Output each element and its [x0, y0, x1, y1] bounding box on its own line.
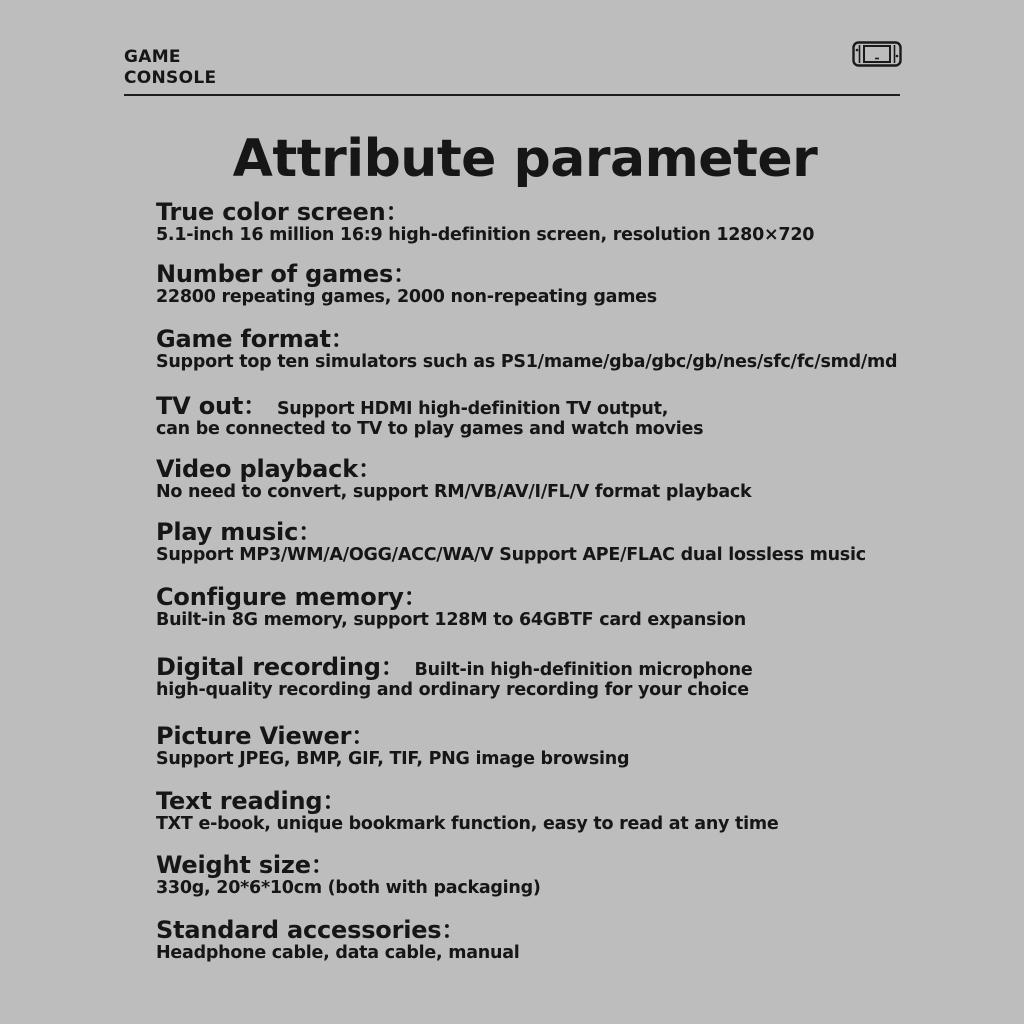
spec-standard-accessories: [156, 918, 946, 964]
spec-label: Standard accessories：: [156, 916, 466, 944]
brand-line-game: GAME: [124, 47, 181, 67]
spec-label: Configure memory：: [156, 583, 428, 611]
page-title: Attribute parameter: [232, 129, 818, 189]
spec-value: Support MP3/WM/A/OGG/ACC/WA/V Support APE/FLAC dual lossless music: [156, 545, 866, 565]
spec-label: True color screen：: [156, 198, 410, 226]
spec-value: Support JPEG, BMP, GIF, TIF, PNG image browsing: [156, 749, 630, 769]
spec-value: 22800 repeating games, 2000 non-repeating games: [156, 287, 657, 307]
spec-value: Built-in high-definition microphone: [414, 660, 753, 680]
spec-value-continued: high-quality recording and ordinary recording for your choice: [156, 680, 749, 700]
spec-label: Number of games：: [156, 260, 417, 288]
spec-value: 330g, 20*6*10cm (both with packaging): [156, 878, 541, 898]
spec-tv-out: [156, 394, 946, 440]
spec-true-color-screen: [156, 200, 946, 246]
spec-label: Picture Viewer：: [156, 722, 376, 750]
spec-video-playback: [156, 457, 946, 503]
spec-value: Built-in 8G memory, support 128M to 64GBTF card expansion: [156, 610, 747, 630]
spec-value: Support top ten simulators such as PS1/mame/gba/gbc/gb/nes/sfc/fc/smd/md: [156, 352, 898, 372]
spec-weight-size: [156, 853, 946, 899]
brand-logo: [124, 47, 216, 89]
handheld-console-icon: [852, 41, 902, 67]
spec-label: Text reading：: [156, 787, 347, 815]
spec-label: Play music：: [156, 518, 322, 546]
spec-number-of-games: [156, 262, 946, 308]
spec-configure-memory: [156, 585, 946, 631]
spec-label: Digital recording：: [156, 653, 405, 681]
brand-line-console: CONSOLE: [124, 68, 217, 88]
spec-label: Weight size：: [156, 851, 335, 879]
spec-value: TXT e-book, unique bookmark function, easy to read at any time: [156, 814, 779, 834]
spec-digital-recording: [156, 655, 946, 701]
spec-value-continued: can be connected to TV to play games and watch movies: [156, 419, 704, 439]
spec-label: TV out：: [156, 392, 267, 420]
spec-label: Game format：: [156, 325, 355, 353]
spec-value: Support HDMI high-definition TV output,: [276, 399, 669, 419]
spec-value: 5.1-inch 16 million 16:9 high-definition screen, resolution 1280×720: [156, 225, 815, 245]
header-divider: [124, 94, 900, 96]
spec-label: Video playback：: [156, 455, 382, 483]
spec-play-music: [156, 520, 946, 566]
spec-text-reading: [156, 789, 946, 835]
spec-game-format: [156, 327, 946, 373]
spec-picture-viewer: [156, 724, 946, 770]
spec-value: No need to convert, support RM/VB/AV/I/FL/V format playback: [156, 482, 752, 502]
spec-value: Headphone cable, data cable, manual: [156, 943, 520, 963]
